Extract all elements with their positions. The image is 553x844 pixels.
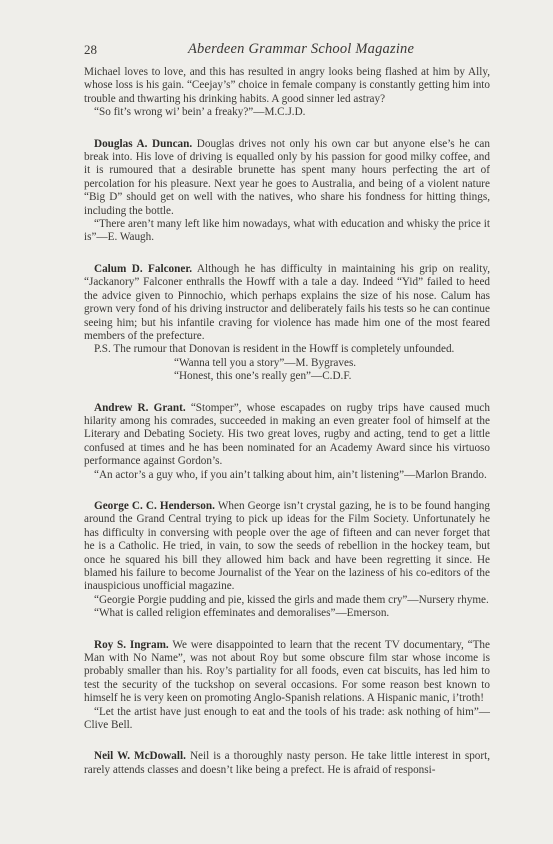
entry-text: Although he has difficulty in maintaining his grip on reality, “Jackanory” Falconer enthralls the Howff with a tale a day. Indeed “Yid” failed to heed the advice given to Pinnochio, which perhaps explains the size of his nose. Calum has grown very fond of his driving instructor and deliberately fails his tests so he can continue seeing him; but his infantile craving for violence has made him one of the most feared members of the prefecture. — [84, 262, 491, 342]
entry-paragraph — [84, 263, 490, 343]
entry-paragraph — [84, 639, 490, 706]
entry-name: Andrew R. Grant. — [94, 401, 186, 414]
entry-text: “Stomper”, whose escapades on rugby trips have caused much hilarity among his comrades, succeeded in making an even greater fool of himself at the Literary and Debating Society. His two great loves, rugby and acting, tend to get a little confused at times and he has been nominated for an Academy Award since his virtuoso performance against Gordon’s. — [84, 401, 490, 468]
entry-quote: “Honest, this one’s really gen”—C.D.F. — [174, 370, 352, 383]
entry-calum-falconer — [84, 263, 490, 384]
entry-quote: “There aren’t many left like him nowadays, what with education and whisky the price it is”—E. Waugh. — [84, 218, 490, 244]
entry-quote: “Wanna tell you a story”—M. Bygraves. — [174, 356, 357, 369]
page-number: 28 — [84, 42, 97, 57]
intro-quote: “So fit’s wrong wi’ bein’ a freaky?”—M.C.J.D. — [94, 106, 306, 119]
entry-douglas-duncan — [84, 138, 490, 245]
entry-quote: “What is called religion effeminates and demoralises”—Emerson. — [94, 607, 390, 620]
entry-name: Calum D. Falconer. — [94, 262, 193, 275]
entry-name: George C. C. Henderson. — [94, 499, 215, 512]
page-body — [84, 66, 490, 777]
entry-text: Douglas drives not only his own car but anyone else’s he can break into. His love of driving is equalled only by his passion for good milky coffee, and it is rumoured that a desirable brunette has spent many hours perfecting the art of percolation for his pleasure. Next year he goes to Australia, and being of a violent nature “Big D” should get on well with the natives, who share his fondness for hitting things, including the bottle. — [84, 137, 490, 217]
entry-quote: “An actor’s a guy who, if you ain’t talking about him, ain’t listening”—Marlon Brando. — [94, 468, 487, 481]
entry-paragraph — [84, 750, 490, 777]
page-header — [84, 42, 489, 62]
entry-text: Neil is a thoroughly nasty person. He take little interest in sport, rarely attends classes and doesn’t like being a prefect. He is afraid of responsi- — [84, 750, 491, 776]
entry-george-henderson — [84, 500, 490, 621]
entry-name: Roy S. Ingram. — [94, 638, 169, 651]
entry-paragraph — [84, 138, 490, 218]
entry-name: Douglas A. Duncan. — [94, 137, 193, 150]
entry-postscript: P.S. The rumour that Donovan is resident in the Howff is completely unfounded. — [94, 343, 455, 356]
intro-section — [84, 66, 490, 120]
entry-quote: “Georgie Porgie pudding and pie, kissed the girls and made them cry”—Nursery rhyme. — [94, 593, 489, 606]
entry-paragraph — [84, 402, 490, 469]
intro-paragraph: Michael loves to love, and this has resulted in angry looks being flashed at him by Ally, whose loss is his gain. “Ceejay’s” choice in female company is constantly getting him into trouble and thwarting his drinking habits. A good sinner led astray? — [84, 66, 490, 105]
running-title: Aberdeen Grammar School Magazine — [188, 41, 415, 57]
entry-name: Neil W. McDowall. — [94, 750, 186, 763]
entry-andrew-grant — [84, 402, 490, 482]
entry-text: We were disappointed to learn that the recent TV documentary, “The Man with No Name”, was not about Roy but some obscure film star whose income is probably smaller than his. Roy’s partiality for all foods, even cat biscuits, has led him to test the security of the tuckshop on several occasions. For some reason best known to himself he is very keen on promoting Anglo-Spanish relations. A Hispanic manic, i’troth! — [84, 638, 490, 705]
entry-quote: “Let the artist have just enough to eat and the tools of his trade: ask nothing of him”—Clive Bell. — [84, 705, 490, 732]
entry-neil-mcdowall — [84, 750, 490, 777]
entry-text: When George isn’t crystal gazing, he is to be found hanging around the Grand Central trying to pick up ideas for the Film Society. Unfortunately he has difficulty in conversing with people over the age of fifteen and can never forget that he is a Catholic. He tried, in vain, to sow the seeds of rebellion in the hockey team, but once he squared his bill they allowed him back and have been regretting it since. He blamed his failure to become Journalist of the Year on the laziness of his co-editors of the inauspicious unofficial magazine. — [84, 499, 490, 593]
entry-roy-ingram — [84, 639, 490, 733]
entry-paragraph — [84, 500, 490, 594]
